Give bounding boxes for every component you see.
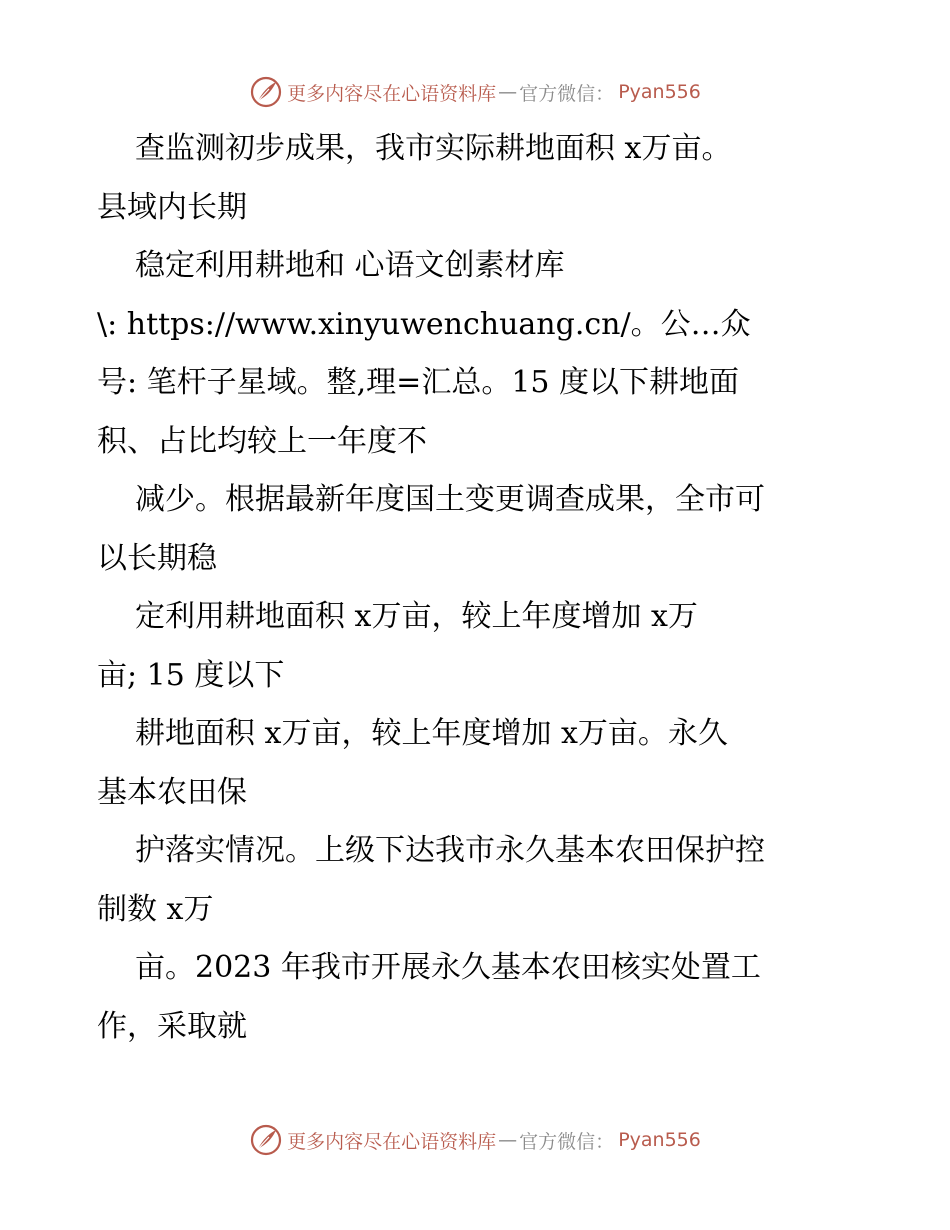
feather-pen-circle-logo-icon <box>249 75 283 109</box>
text-line: 定利用耕地面积 x万亩，较上年度增加 x万 <box>135 599 698 634</box>
text-line: 减少。根据最新年度国土变更调查成果，全市可 <box>135 482 765 517</box>
banner-text: 更多内容尽在心语资料库 <box>287 82 497 105</box>
text-line: 护落实情况。上级下达我市永久基本农田保护控 <box>135 833 765 868</box>
banner-text: 更多内容尽在心语资料库 <box>287 1130 497 1153</box>
text-line: 作，采取就 <box>97 1008 247 1044</box>
footer-watermark-banner <box>0 1120 950 1160</box>
banner-wechat-label: 官方微信： <box>519 1130 615 1153</box>
text-line: 县域内长期 <box>97 189 247 225</box>
banner-separator: — <box>498 1129 518 1151</box>
text-line: 以长期稳 <box>97 540 217 576</box>
text-line: 亩; 15 度以下 <box>97 657 285 693</box>
document-body <box>97 120 897 1056</box>
text-line: 积、占比均较上一年度不 <box>97 423 427 459</box>
feather-pen-circle-logo-icon <box>249 1123 283 1157</box>
text-line: 查监测初步成果，我市实际耕地面积 x万亩。 <box>135 131 732 166</box>
banner-account: Pyan556 <box>618 81 701 103</box>
banner-separator: — <box>498 81 518 103</box>
text-line: 亩。2023 年我市开展永久基本农田核实处置工 <box>135 950 761 985</box>
text-line: 基本农田保 <box>97 774 247 810</box>
text-line: 制数 x万 <box>97 891 214 927</box>
header-watermark-banner <box>0 72 950 112</box>
banner-account: Pyan556 <box>618 1129 701 1151</box>
text-line: 号: 笔杆子星域。整,理=汇总。15 度以下耕地面 <box>97 365 740 400</box>
text-line: 耕地面积 x万亩，较上年度增加 x万亩。永久 <box>135 716 728 751</box>
banner-wechat-label: 官方微信： <box>519 82 615 105</box>
text-line: \: https://www.xinyuwenchuang.cn/。公…众 <box>97 306 751 342</box>
text-line: 稳定利用耕地和 心语文创素材库 <box>135 248 565 283</box>
